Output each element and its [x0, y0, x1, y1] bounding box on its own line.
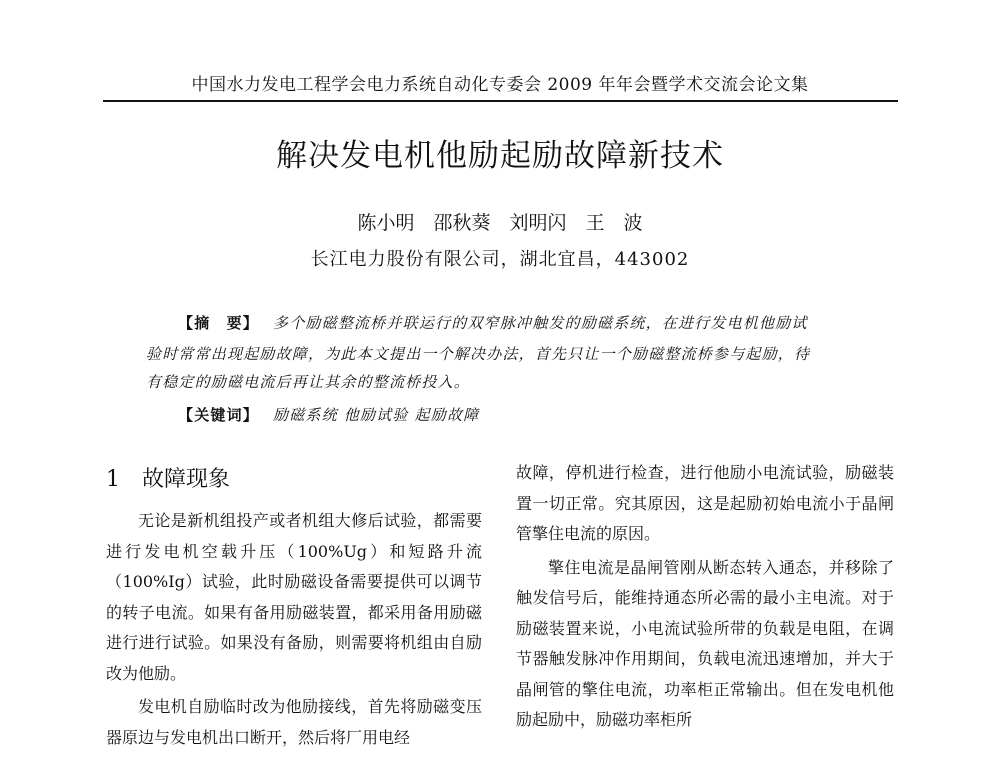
- affiliation: 长江电力股份有限公司，湖北宜昌，443002: [310, 249, 690, 270]
- paper-title: 解决发电机他励起励故障新技术: [276, 138, 724, 174]
- right-paragraph-1: 故障，停机进行检查，进行他励小电流试验，励磁装置一切正常。究其原因，这是起励初始电流小于晶闸管擎住电流的原因。: [516, 463, 894, 543]
- left-column: [106, 506, 482, 756]
- section-title: 故障现象: [142, 467, 231, 492]
- abstract-line-3: 有稳定的励磁电流后再让其余的整流桥投入。: [146, 373, 471, 391]
- left-paragraph-2: 发电机自励临时改为他励接线，首先将励磁变压器原边与发电机出口断开，然后将厂用电经: [106, 697, 482, 747]
- abstract-line-2: 验时常常出现起励故障，为此本文提出一个解决办法，首先只让一个励磁整流桥参与起励，待: [146, 345, 811, 363]
- keywords-line: [178, 404, 479, 425]
- left-paragraph-1: 无论是新机组投产或者机组大修后试验，都需要进行发电机空载升压（100%Ug）和短路升流（100%Ig）试验，此时励磁设备需要提供可以调节的转子电流。如果有备用励磁装置，都采用备用励磁进行进行试验。如果没有备励，则需要将机组由自励改为他励。: [106, 511, 482, 683]
- authors: 陈小明 邵秋葵 刘明闪 王 波: [357, 212, 643, 234]
- right-column: [516, 458, 894, 739]
- abstract-label: 【摘 要】: [178, 314, 260, 332]
- right-paragraph-2: 擎住电流是晶闸管刚从断态转入通态，并移除了触发信号后，能维持通态所必需的最小主电流。对于励磁装置来说，小电流试验所带的负载是电阻，在调节器触发脉冲作用期间，负载电流迅速增加，并大于晶闸管的擎住电流，功率柜正常输出。但在发电机他励起励中，励磁功率柜所: [516, 557, 894, 729]
- running-head: 中国水力发电工程学会电力系统自动化专委会 2009 年年会暨学术交流会论文集: [191, 75, 809, 95]
- header-rule: [103, 100, 898, 102]
- keywords-text: 励磁系统 他励试验 起励故障: [273, 406, 480, 424]
- abstract-line-1: [178, 312, 808, 333]
- section-number: 1: [106, 467, 120, 492]
- keywords-label: 【关键词】: [178, 406, 260, 424]
- abstract-text-1: 多个励磁整流桥并联运行的双窄脉冲触发的励磁系统，在进行发电机他励试: [273, 314, 808, 332]
- section-heading: [106, 462, 230, 493]
